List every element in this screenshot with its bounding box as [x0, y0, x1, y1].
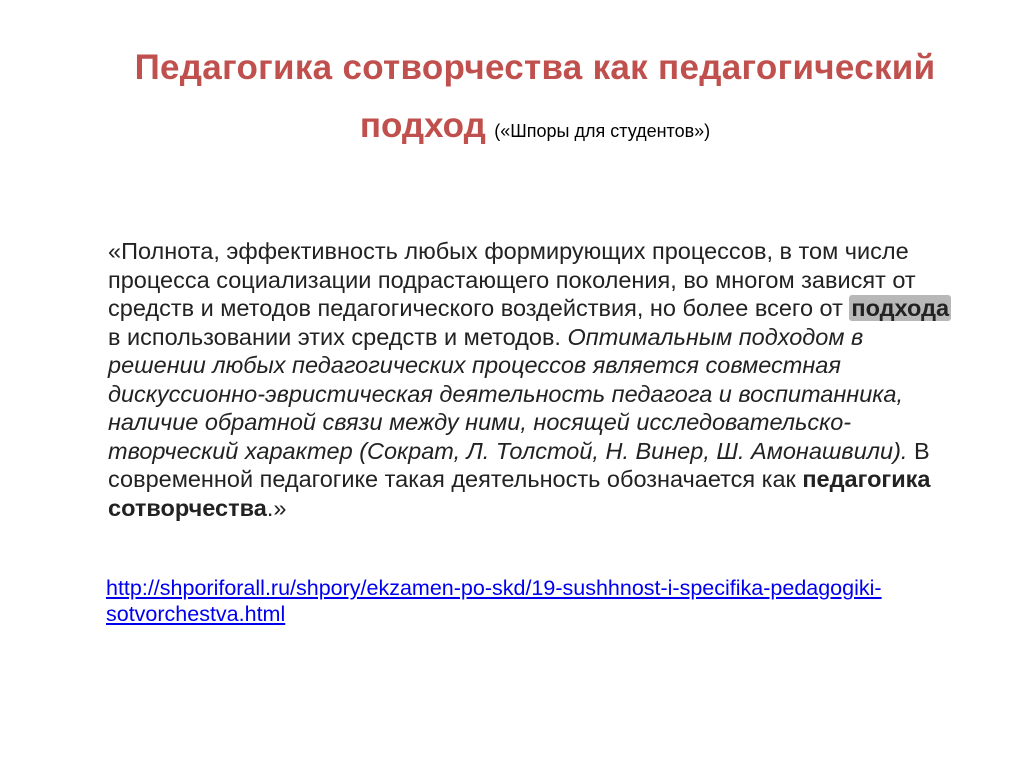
source-link[interactable]: http://shporiforall.ru/shpory/ekzamen-po-skd/19-sushhnost-i-specifika-pedagogiki-sotvorchestva.html — [106, 576, 882, 626]
quote-text-part2: в использовании этих средств и методов. — [108, 323, 568, 350]
title-line-1: Педагогика сотворчества как педагогический — [134, 48, 936, 87]
title-line-2 — [60, 96, 1010, 163]
title-main-word: подход — [359, 106, 486, 145]
quote-text-part1: «Полнота, эффективность любых формирующих процессов, в том числе процесса социализации подрастающего поколения, во многом зависят от средств и методов педагогического воздействия, но более всего от — [108, 238, 916, 321]
quote-end: .» — [266, 494, 287, 521]
title-note: («Шпоры для студентов») — [494, 121, 711, 141]
bold-term: педагогика сотворчества — [108, 466, 931, 521]
quote-italic-text: Оптимальным подходом в решении любых педагогических процессов является совместная дискуссионно-эвристическая деятельность педагога и воспитанника, наличие обратной связи между ними, носящей исследовательско-творческий характер (Сократ, Л. Толстой, Н. Винер, Ш. Амонашвили). — [108, 323, 908, 464]
slide-title — [60, 40, 1010, 163]
quote-paragraph — [108, 237, 960, 522]
quote-text-part3: В современной педагогике такая деятельность обозначается как — [108, 437, 930, 492]
highlighted-term: подхода — [851, 295, 950, 321]
